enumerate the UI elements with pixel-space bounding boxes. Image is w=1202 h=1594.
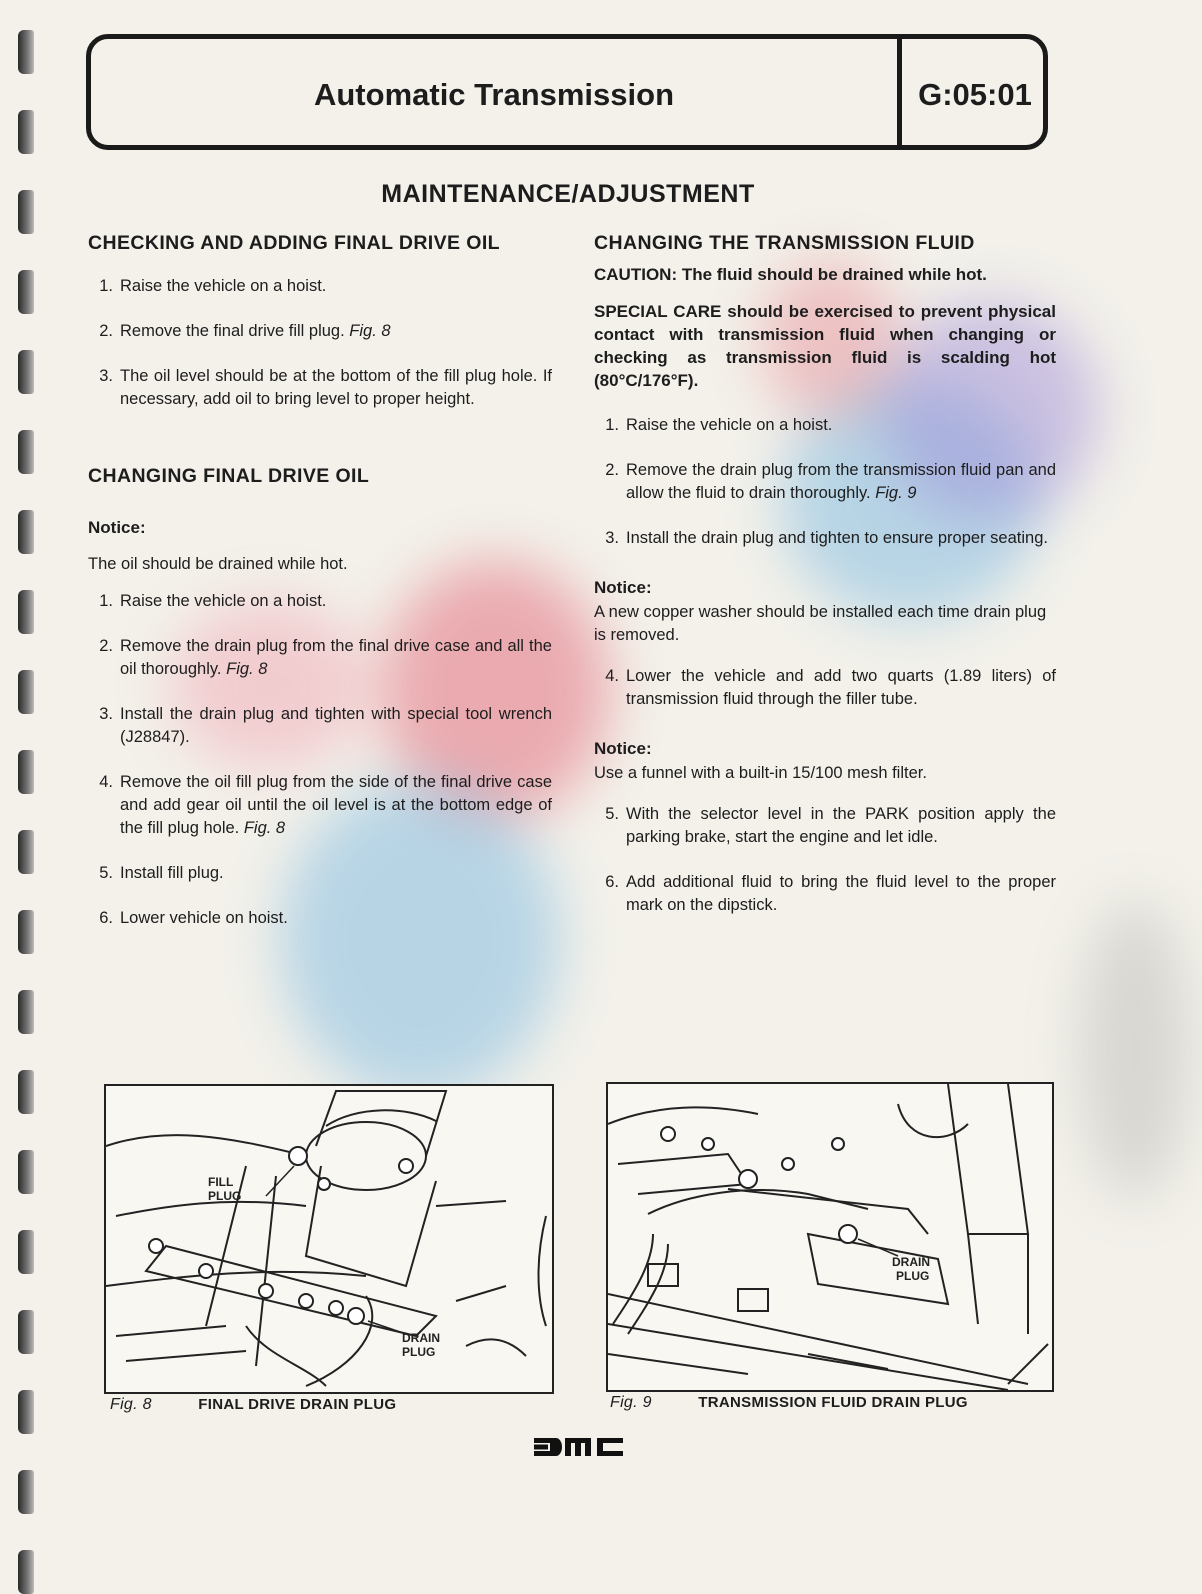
- step-number: 3.: [605, 529, 619, 547]
- fig9-drain-label-1: DRAIN: [892, 1255, 930, 1269]
- binding-ring: [18, 510, 34, 554]
- notice1-label: Notice:: [594, 578, 652, 597]
- binding-ring: [18, 30, 34, 74]
- figure-9-title: TRANSMISSION FLUID DRAIN PLUG: [698, 1394, 968, 1411]
- figure-8-caption: [110, 1396, 396, 1414]
- page-code: G:05:01: [918, 77, 1032, 112]
- figure-8-illustration: [104, 1084, 554, 1394]
- step-number: 5.: [605, 805, 619, 823]
- notice-text: The oil should be drained while hot.: [88, 555, 348, 573]
- binding-ring: [18, 1070, 34, 1114]
- step-number: 1.: [99, 592, 113, 610]
- transmission-steps-c: [594, 803, 1056, 917]
- figure-reference: Fig. 9: [875, 484, 917, 502]
- figure-9-illustration: [606, 1082, 1054, 1392]
- binding-ring: [18, 1390, 34, 1434]
- binding-ring: [18, 1150, 34, 1194]
- final-drive-drawing: [106, 1086, 552, 1392]
- figure-reference: Fig. 8: [349, 322, 391, 340]
- step-item: [594, 414, 1056, 437]
- step-number: 4.: [99, 773, 113, 791]
- step-text: Install the drain plug and tighten to ensure proper seating.: [626, 529, 1048, 547]
- dmc-logo: [534, 1436, 624, 1458]
- left-column: [88, 230, 552, 952]
- step-text: Raise the vehicle on a hoist.: [120, 592, 327, 610]
- step-text: Remove the drain plug from the final drive case and all the oil thoroughly.: [120, 637, 552, 678]
- binding-ring: [18, 830, 34, 874]
- fig8-drain-label-2: PLUG: [402, 1345, 436, 1359]
- binding-ring: [18, 750, 34, 794]
- page-title: Automatic Transmission: [313, 77, 675, 112]
- step-text-block: [626, 871, 1056, 917]
- step-number: 2.: [605, 461, 619, 479]
- step-number: 5.: [99, 864, 113, 882]
- changing-steps: [88, 590, 552, 930]
- step-item: [88, 635, 552, 681]
- figure-8-title: FINAL DRIVE DRAIN PLUG: [198, 1396, 397, 1413]
- fig8-fill-label-2: PLUG: [208, 1189, 242, 1203]
- binding-ring: [18, 990, 34, 1034]
- binding-ring: [18, 1550, 34, 1594]
- step-text: Remove the oil fill plug from the side of the final drive case and add gear oil until the oil level is at the bottom edge of the fill plug hole.: [120, 773, 552, 837]
- step-text-block: [120, 862, 552, 885]
- step-item: [88, 907, 552, 930]
- fig8-fill-label-1: FILL: [208, 1175, 234, 1189]
- heading-checking-final-drive: CHECKING AND ADDING FINAL DRIVE OIL: [88, 232, 500, 254]
- right-column: [594, 230, 1056, 939]
- step-item: [594, 459, 1056, 505]
- section-title: MAINTENANCE/ADJUSTMENT: [381, 180, 755, 208]
- figure-reference: Fig. 8: [243, 819, 286, 837]
- step-text: The oil level should be at the bottom of the fill plug hole. If necessary, add oil to bring level to proper height.: [120, 367, 552, 408]
- binding-ring: [18, 1470, 34, 1514]
- heading-changing-transmission-fluid: CHANGING THE TRANSMISSION FLUID: [594, 232, 975, 254]
- binding-ring: [18, 1230, 34, 1274]
- step-item: [594, 527, 1056, 550]
- page-header: [86, 34, 1048, 150]
- step-text: Raise the vehicle on a hoist.: [626, 416, 833, 434]
- step-text: Raise the vehicle on a hoist.: [120, 277, 327, 295]
- step-text: Lower vehicle on hoist.: [120, 909, 288, 927]
- step-text: Add additional fluid to bring the fluid level to the proper mark on the dipstick.: [626, 873, 1056, 914]
- figure-reference: Fig. 8: [226, 660, 268, 678]
- binding-ring: [18, 1310, 34, 1354]
- step-text-block: [626, 459, 1056, 505]
- step-text: Install fill plug.: [120, 864, 224, 882]
- step-item: [88, 320, 552, 343]
- transmission-steps-a: [594, 414, 1056, 550]
- step-number: 1.: [605, 416, 619, 434]
- binding-ring: [18, 430, 34, 474]
- notice2-text: Use a funnel with a built-in 15/100 mesh filter.: [594, 764, 927, 782]
- binding-ring: [18, 270, 34, 314]
- transmission-pan-drawing: [608, 1084, 1052, 1390]
- figure-9-number: Fig. 9: [610, 1394, 652, 1411]
- step-number: 6.: [605, 873, 619, 891]
- step-text-block: [626, 414, 1056, 437]
- binding-ring: [18, 110, 34, 154]
- checking-steps: [88, 275, 552, 411]
- fig9-drain-label-2: PLUG: [896, 1269, 930, 1283]
- step-text-block: [120, 590, 552, 613]
- step-text: Lower the vehicle and add two quarts (1.89 liters) of transmission fluid through the filler tube.: [626, 667, 1056, 708]
- step-number: 4.: [605, 667, 619, 685]
- fig8-drain-label-1: DRAIN: [402, 1331, 440, 1345]
- step-item: [88, 590, 552, 613]
- step-text-block: [120, 635, 552, 681]
- step-text: Remove the drain plug from the transmission fluid pan and allow the fluid to drain thoroughly.: [626, 461, 1056, 502]
- step-number: 3.: [99, 367, 113, 385]
- step-text-block: [120, 771, 552, 840]
- caution-text: CAUTION: The fluid should be drained while hot.: [594, 265, 987, 284]
- step-number: 1.: [99, 277, 113, 295]
- binding-rings: [18, 30, 40, 1570]
- step-number: 2.: [99, 322, 113, 340]
- step-item: [88, 365, 552, 411]
- step-text-block: [626, 803, 1056, 849]
- stain-grey: [1080, 900, 1190, 1200]
- heading-changing-final-drive: CHANGING FINAL DRIVE OIL: [88, 465, 370, 487]
- step-number: 3.: [99, 705, 113, 723]
- figure-8-number: Fig. 8: [110, 1396, 152, 1413]
- binding-ring: [18, 590, 34, 634]
- step-text: Remove the final drive fill plug.: [120, 322, 345, 340]
- step-text-block: [626, 527, 1056, 550]
- step-item: [88, 771, 552, 840]
- step-text-block: [120, 907, 552, 930]
- step-item: [88, 275, 552, 298]
- figure-9-caption: [610, 1394, 968, 1412]
- binding-ring: [18, 910, 34, 954]
- step-item: [594, 803, 1056, 849]
- step-text: With the selector level in the PARK position apply the parking brake, start the engine and let idle.: [626, 805, 1056, 846]
- step-item: [88, 862, 552, 885]
- step-item: [88, 703, 552, 749]
- notice1-text: A new copper washer should be installed each time drain plug is removed.: [594, 603, 1047, 644]
- step-text-block: [120, 703, 552, 749]
- step-text-block: [120, 365, 552, 411]
- step-text-block: [120, 275, 552, 298]
- binding-ring: [18, 350, 34, 394]
- notice-label: Notice:: [88, 518, 146, 537]
- step-item: [594, 665, 1056, 711]
- step-number: 2.: [99, 637, 113, 655]
- step-text-block: [626, 665, 1056, 711]
- step-text: Install the drain plug and tighten with special tool wrench (J28847).: [120, 705, 552, 746]
- binding-ring: [18, 670, 34, 714]
- special-care-text: SPECIAL CARE should be exercised to prevent physical contact with transmission fluid when changing or checking as transmission fluid is scalding hot (80°C/176°F).: [594, 302, 1056, 390]
- step-item: [594, 871, 1056, 917]
- transmission-steps-b: [594, 665, 1056, 711]
- notice2-label: Notice:: [594, 739, 652, 758]
- step-text-block: [120, 320, 552, 343]
- step-number: 6.: [99, 909, 113, 927]
